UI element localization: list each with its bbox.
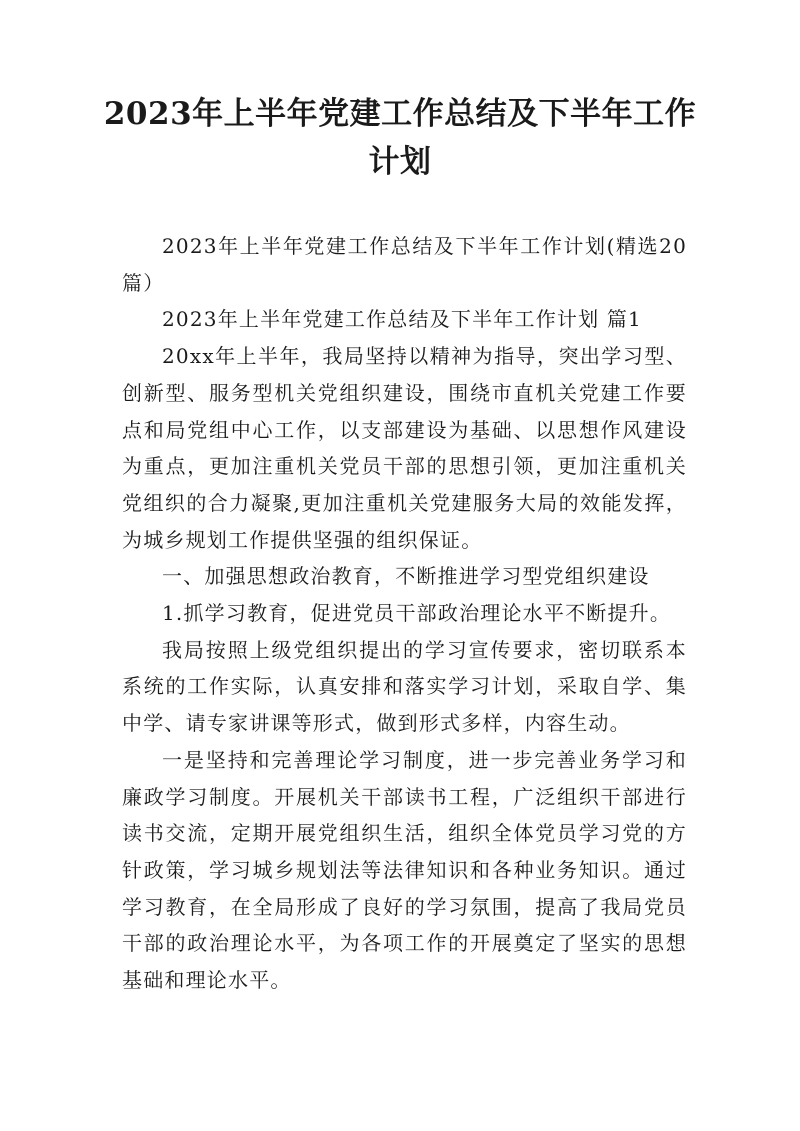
- document-body: [122, 228, 687, 999]
- paragraph-body-1: 我局按照上级党组织提出的学习宣传要求，密切联系本系统的工作实际，认真安排和落实学习计划，采取自学、集中学、请专家讲课等形式，做到形式多样，内容生动。: [122, 637, 687, 736]
- paragraph-section-heading: 2023年上半年党建工作总结及下半年工作计划 篇1: [162, 307, 642, 332]
- paragraph-body-2: 一是坚持和完善理论学习制度，进一步完善业务学习和廉政学习制度。开展机关干部读书工程，广泛组织干部进行读书交流，定期开展党组织生活，组织全体党员学习党的方针政策，学习城乡规划法等法律知识和各种业务知识。通过学习教育，在全局形成了良好的学习氛围，提高了我局党员干部的政治理论水平，为各项工作的开展奠定了坚实的思想基础和理论水平。: [122, 747, 687, 993]
- paragraph-intro: 20xx年上半年，我局坚持以精神为指导，突出学习型、创新型、服务型机关党组织建设，围绕市直机关党建工作要点和局党组中心工作，以支部建设为基础、以思想作风建设为重点，更加注重机关党员干部的思想引领，更加注重机关党组织的合力凝聚,更加注重机关党建服务大局的效能发挥，为城乡规划工作提供坚强的组织保证。: [122, 344, 687, 552]
- document-title: 2023年上半年党建工作总结及下半年工作计划: [103, 96, 697, 180]
- paragraph-subtitle: 2023年上半年党建工作总结及下半年工作计划(精选20篇）: [122, 234, 687, 295]
- paragraph-subheading-1: 1.抓学习教育，促进党员干部政治理论水平不断提升。: [162, 601, 672, 626]
- paragraph-heading-1: 一、加强思想政治教育，不断推进学习型党组织建设: [162, 564, 650, 589]
